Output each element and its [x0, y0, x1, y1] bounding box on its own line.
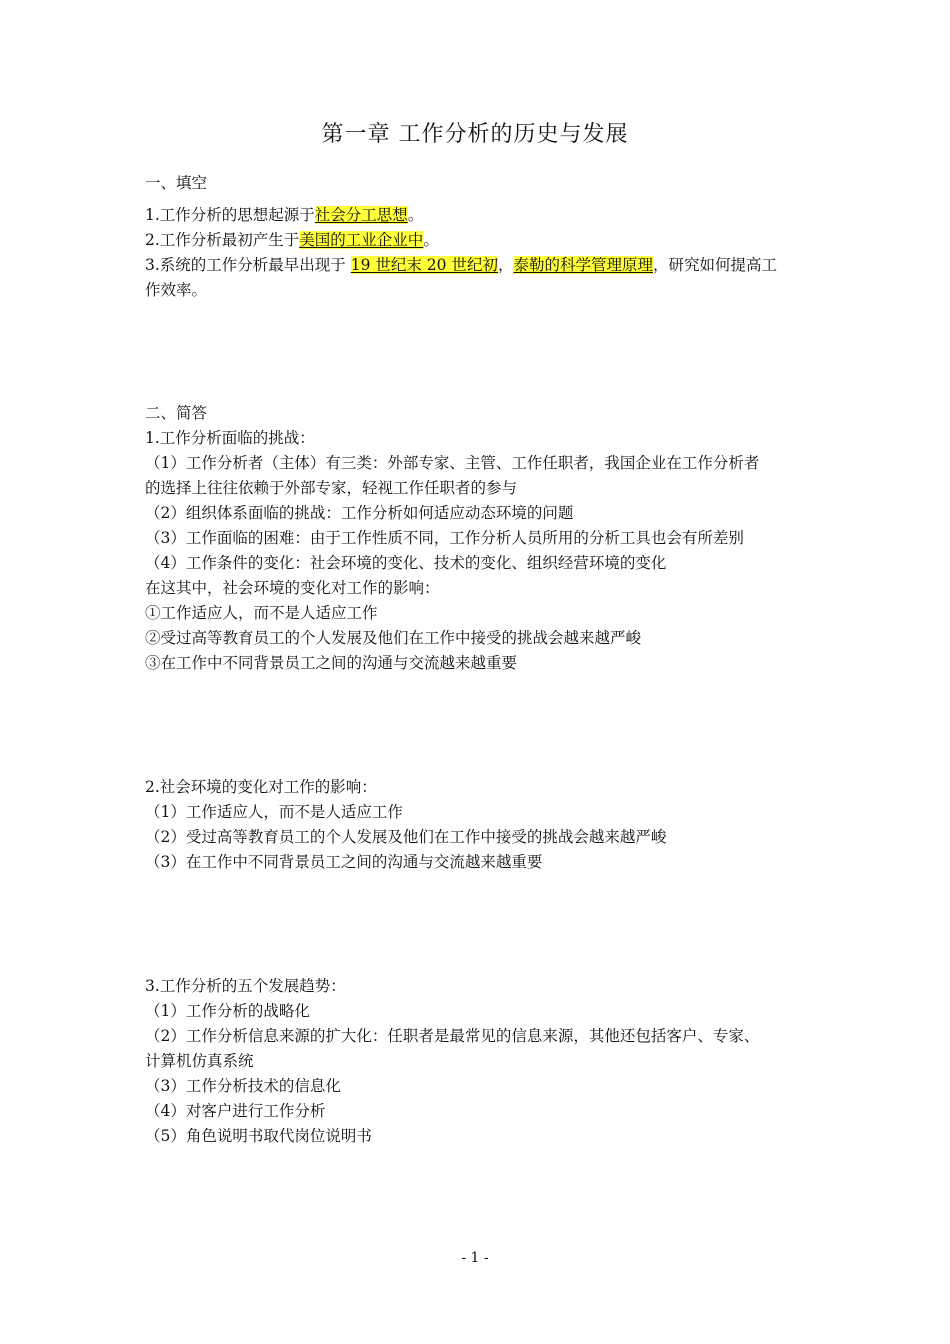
q3-highlight-2: 泰勒的科学管理原理: [513, 256, 653, 274]
short-q1-line: 在这其中，社会环境的变化对工作的影响：: [145, 579, 440, 597]
q2-text: 2.工作分析最初产生于: [145, 231, 300, 249]
short-q1-line: （1）工作分析者（主体）有三类：外部专家、主管、工作任职者，我国企业在工作分析者: [145, 454, 760, 472]
short-q1-line: ②受过高等教育员工的个人发展及他们在工作中接受的挑战会越来越严峻: [145, 629, 642, 647]
short-q2-title: 2.社会环境的变化对工作的影响：: [145, 778, 377, 796]
short-q1-line: （2）组织体系面临的挑战：工作分析如何适应动态环境的问题: [145, 504, 574, 522]
q1-text: 1.工作分析的思想起源于: [145, 206, 315, 224]
q1-highlight: 社会分工思想: [314, 206, 408, 224]
fill-question-3-cont: 作效率。: [145, 281, 208, 299]
q3-sep: ，: [497, 256, 514, 274]
fill-question-1: [145, 203, 815, 228]
section-heading-short: 二、简答: [145, 404, 208, 422]
q3-text: 3.系统的工作分析最早出现于: [145, 256, 351, 274]
short-q3-title: 3.工作分析的五个发展趋势：: [145, 977, 346, 995]
short-q3-line: （3）工作分析技术的信息化: [145, 1077, 341, 1095]
short-q2-line: （1）工作适应人，而不是人适应工作: [145, 803, 403, 821]
q2-highlight: 美国的工业企业中: [299, 231, 424, 249]
short-q3-line: （5）角色说明书取代岗位说明书: [145, 1127, 372, 1145]
short-q3-line: （2）工作分析信息来源的扩大化：任职者是最常见的信息来源，其他还包括客户、专家、: [145, 1027, 760, 1045]
short-q3-line: （1）工作分析的战略化: [145, 1002, 310, 1020]
short-q1-line: 的选择上往往依赖于外部专家，轻视工作任职者的参与: [145, 479, 518, 497]
short-q1-line: （3）工作面临的困难：由于工作性质不同，工作分析人员所用的分析工具也会有所差别: [145, 529, 744, 547]
short-q1-line: ①工作适应人，而不是人适应工作: [145, 604, 378, 622]
page-title: 第一章 工作分析的历史与发展: [321, 122, 629, 147]
q1-end: 。: [407, 206, 424, 224]
fill-question-2: [145, 228, 815, 253]
section-heading-fill: 一、填空: [145, 174, 208, 192]
short-q3-line: （4）对客户进行工作分析: [145, 1102, 326, 1120]
short-q2-line: （2）受过高等教育员工的个人发展及他们在工作中接受的挑战会越来越严峻: [145, 828, 667, 846]
short-q1-line: ③在工作中不同背景员工之间的沟通与交流越来越重要: [145, 654, 518, 672]
page-number: - 1 -: [461, 1250, 489, 1266]
short-q1-title: 1.工作分析面临的挑战：: [145, 429, 315, 447]
fill-question-3: [145, 253, 815, 278]
short-q2-line: （3）在工作中不同背景员工之间的沟通与交流越来越重要: [145, 853, 543, 871]
short-q1-line: （4）工作条件的变化：社会环境的变化、技术的变化、组织经营环境的变化: [145, 554, 667, 572]
q2-end: 。: [423, 231, 439, 249]
q3-highlight-1: 19 世纪末 20 世纪初: [350, 256, 498, 274]
short-q3-line: 计算机仿真系统: [145, 1052, 254, 1070]
q3-end: ，研究如何提高工: [652, 256, 777, 274]
